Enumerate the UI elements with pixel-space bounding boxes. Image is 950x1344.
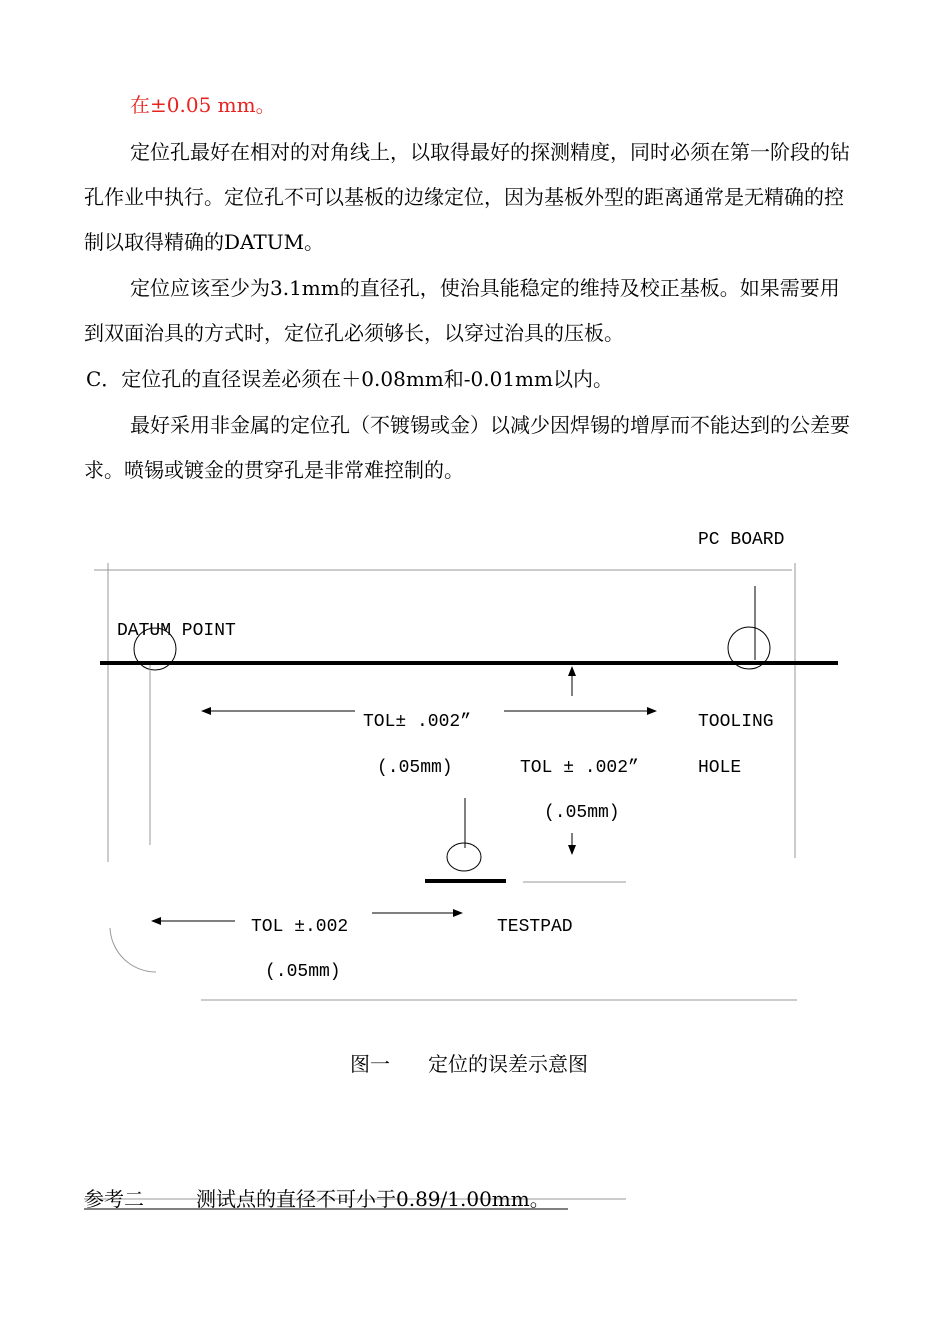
tol2-mm-label: (.05mm) [544, 803, 620, 823]
paragraph-non-metal-hole: 最好采用非金属的定位孔（不镀锡或金）以减少因焊锡的增厚而不能达到的公差要求。喷锡或镀金的贯穿孔是非常难控制的。 [84, 413, 850, 482]
figure-title: 定位的误差示意图 [428, 1052, 588, 1076]
tol2-label: TOL ± .002” [520, 758, 639, 778]
reference-text: 测试点的直径不可小于0.89/1.00mm。 [196, 1187, 550, 1211]
tooling-hole-circle [728, 627, 770, 669]
hole-label: HOLE [698, 758, 742, 778]
figure-number: 图一 [350, 1052, 390, 1076]
tol1-label: TOL± .002” [363, 712, 472, 732]
list-item-c: C．定位孔的直径误差必须在＋0.08mm和-0.01mm以内。 [86, 367, 613, 391]
paragraph-hole-diameter: 定位应该至少为3.1mm的直径孔，使治具能稳定的维持及校正基板。如果需要用到双面治具的方式时，定位孔必须够长，以穿过治具的压板。 [84, 276, 840, 345]
paragraph-datum-location: 定位孔最好在相对的对角线上，以取得最好的探测精度，同时必须在第一阶段的钻孔作业中执行。定位孔不可以基板的边缘定位，因为基板外型的距离通常是无精确的控制以取得精确的DATUM。 [84, 140, 850, 254]
tol3-mm-label: (.05mm) [265, 962, 341, 982]
reference-label: 参考二 [84, 1187, 144, 1211]
reference-two [84, 1186, 550, 1212]
datum-point-label: DATUM POINT [117, 621, 236, 641]
board-corner-arc [110, 928, 156, 972]
tol3-label: TOL ±.002 [251, 917, 349, 937]
paragraph-tolerance-end: 在±0.05 mm。 [130, 93, 276, 117]
tol1-mm-label: (.05mm) [377, 758, 453, 778]
pc-board-label: PC BOARD [698, 530, 785, 550]
testpad-label: TESTPAD [497, 917, 573, 937]
tooling-label: TOOLING [698, 712, 774, 732]
testpad-circle [447, 843, 481, 871]
